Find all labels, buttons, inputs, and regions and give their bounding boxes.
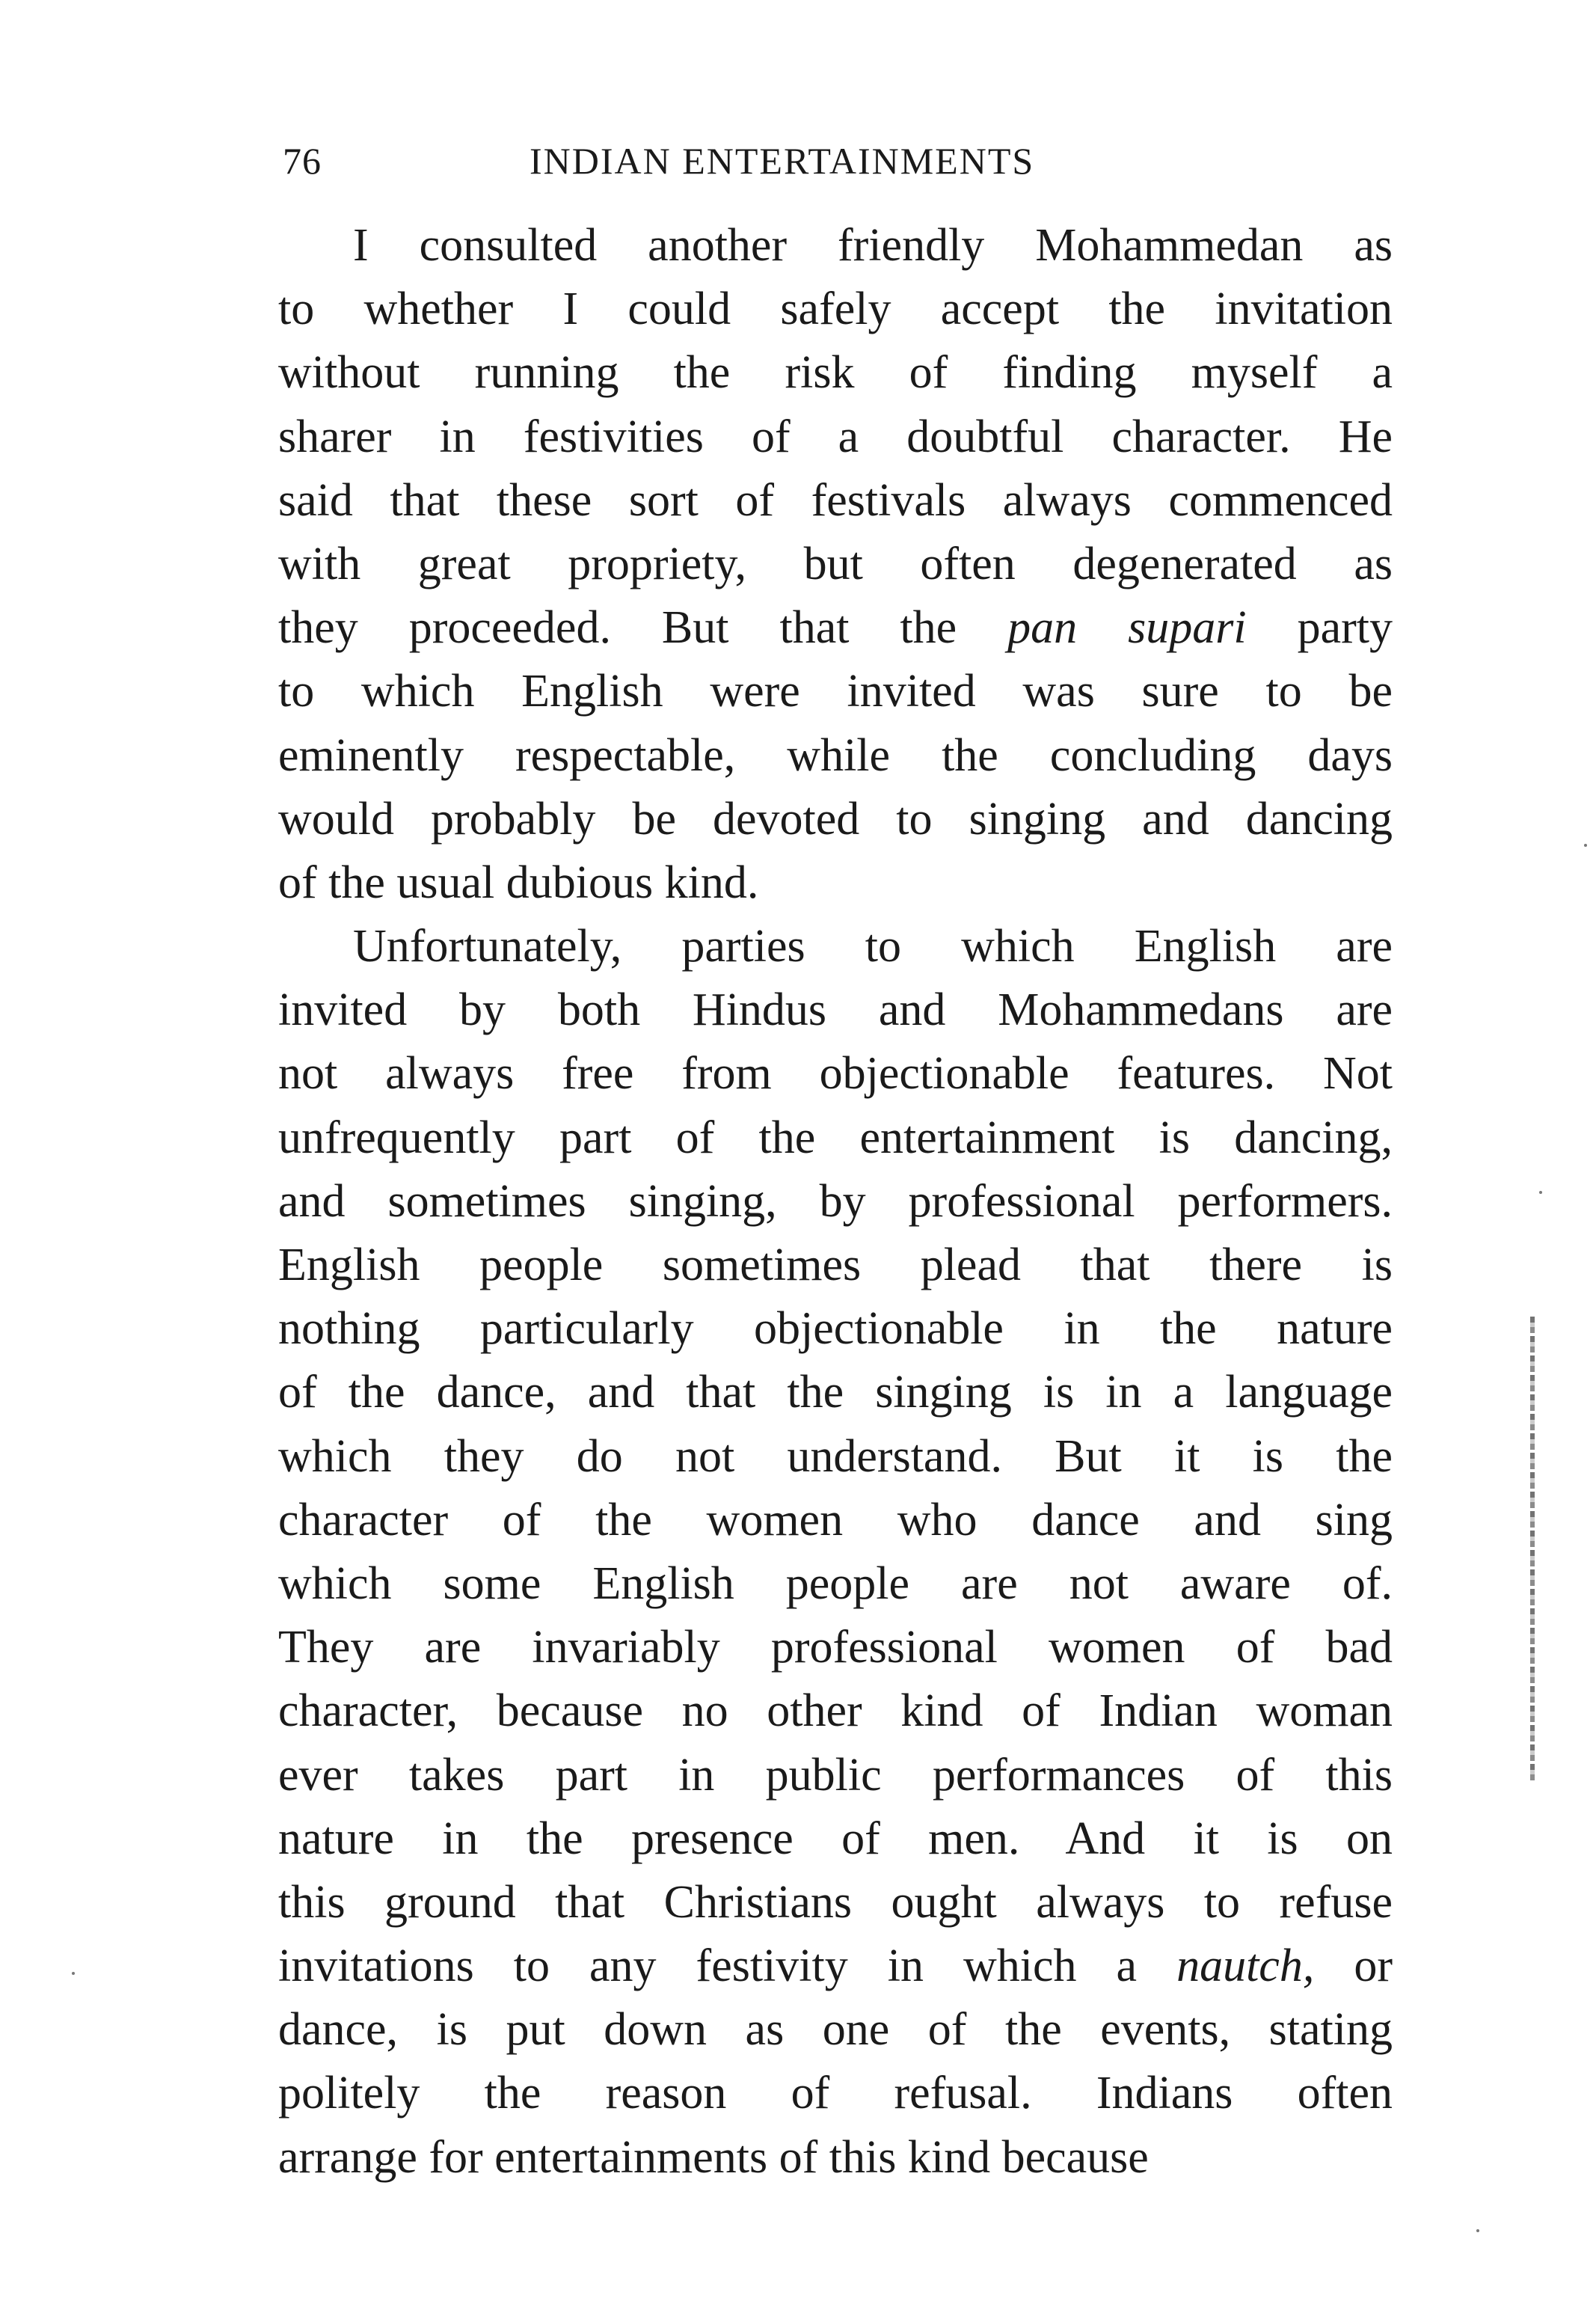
running-head [278, 135, 1400, 187]
text-line: would probably be devoted to singing and dancing [278, 793, 1393, 845]
text-line: unfrequently part of the entertainment is dancing, [278, 1112, 1393, 1163]
text-line: character of the women who dance and sing [278, 1494, 1393, 1545]
scan-speck [1539, 1191, 1542, 1194]
text-line: eminently respectable, while the concluding days [278, 729, 1393, 781]
italic-term: pan supari [1007, 602, 1247, 654]
text-line: not always free from objectionable features. Not [278, 1048, 1393, 1100]
text-line: They are invariably professional women of bad [278, 1622, 1393, 1673]
text-line: Unfortunately, parties to which English are [353, 921, 1393, 972]
italic-term: nautch, [1176, 1940, 1315, 1992]
text-line: of the dance, and that the singing is in a language [278, 1367, 1393, 1418]
text-line: with great propriety, but often degenerated as [278, 538, 1393, 589]
text-line: politely the reason of refusal. Indians often [278, 2068, 1393, 2119]
text-line: of the usual dubious kind. [278, 857, 759, 908]
page-number: 76 [283, 140, 322, 182]
body-text [278, 214, 1393, 2190]
text-line: invited by both Hindus and Mohammedans are [278, 984, 1393, 1036]
scan-speck [1584, 844, 1587, 847]
text-line: nothing particularly objectionable in the nature [278, 1303, 1393, 1355]
text-line: English people sometimes plead that there is [278, 1240, 1393, 1290]
text-line: and sometimes singing, by professional performers. [278, 1175, 1393, 1227]
text-line: sharer in festivities of a doubtful character. He [278, 411, 1393, 462]
text-line: to which English were invited was sure to be [278, 666, 1393, 717]
text-line: this ground that Christians ought always to refuse [278, 1876, 1393, 1928]
scan-artifact [1530, 1317, 1535, 1780]
text-line: they proceeded. But that the pan supari party [278, 602, 1393, 654]
text-line: to whether I could safely accept the invitation [278, 284, 1393, 335]
text-line: dance, is put down as one of the events, stating [278, 2004, 1393, 2056]
text-line: without running the risk of finding myself a [278, 347, 1393, 399]
running-title: INDIAN ENTERTAINMENTS [530, 140, 1035, 182]
text-line: nature in the presence of men. And it is on [278, 1813, 1393, 1864]
text-line: said that these sort of festivals always commenced [278, 474, 1393, 526]
scan-speck [1476, 2229, 1479, 2232]
text-line: which some English people are not aware of. [278, 1557, 1393, 1609]
scan-speck [72, 1972, 75, 1975]
text-line: arrange for entertainments of this kind because [278, 2131, 1149, 2183]
text-line: which they do not understand. But it is the [278, 1430, 1393, 1482]
text-line: invitations to any festivity in which a nautch, or [278, 1940, 1393, 1992]
text-line: ever takes part in public performances of this [278, 1749, 1393, 1801]
text-line: character, because no other kind of Indian woman [278, 1685, 1393, 1737]
text-line: I consulted another friendly Mohammedan as [353, 220, 1393, 271]
